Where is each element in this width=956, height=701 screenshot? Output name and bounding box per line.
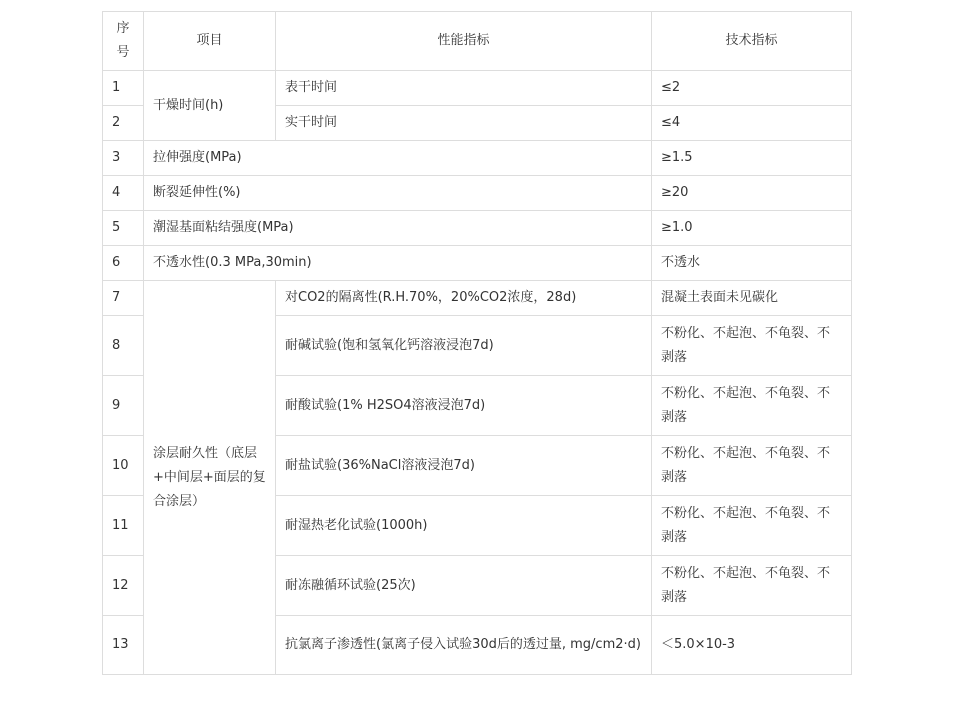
seq-cell: 13 (103, 616, 144, 675)
tech-cell: ≥1.5 (652, 141, 852, 176)
table-row (103, 71, 852, 106)
perf-cell: 耐湿热老化试验(1000h) (276, 496, 652, 556)
perf-cell: 耐碱试验(饱和氢氧化钙溶液浸泡7d) (276, 316, 652, 376)
perf-cell: 耐酸试验(1% H2SO4溶液浸泡7d) (276, 376, 652, 436)
table-row (103, 211, 852, 246)
table-row (103, 141, 852, 176)
seq-cell: 11 (103, 496, 144, 556)
tech-cell: 不粉化、不起泡、不龟裂、不剥落 (652, 376, 852, 436)
header-performance: 性能指标 (276, 12, 652, 71)
seq-cell: 1 (103, 71, 144, 106)
seq-cell: 10 (103, 436, 144, 496)
perf-cell: 断裂延伸性(%) (144, 176, 652, 211)
seq-cell: 9 (103, 376, 144, 436)
seq-cell: 4 (103, 176, 144, 211)
seq-cell: 7 (103, 281, 144, 316)
group-cell-durability: 涂层耐久性（底层+中间层+面层的复合涂层） (144, 281, 276, 675)
table-row (103, 246, 852, 281)
tech-cell: ＜5.0×10-3 (652, 616, 852, 675)
seq-cell: 2 (103, 106, 144, 141)
perf-cell: 耐盐试验(36%NaCl溶液浸泡7d) (276, 436, 652, 496)
table-row (103, 176, 852, 211)
seq-cell: 3 (103, 141, 144, 176)
header-seq: 序号 (103, 12, 144, 71)
tech-cell: 不粉化、不起泡、不龟裂、不剥落 (652, 316, 852, 376)
seq-cell: 8 (103, 316, 144, 376)
tech-cell: ≤4 (652, 106, 852, 141)
perf-cell: 表干时间 (276, 71, 652, 106)
perf-cell: 不透水性(0.3 MPa,30min) (144, 246, 652, 281)
seq-cell: 5 (103, 211, 144, 246)
seq-cell: 6 (103, 246, 144, 281)
table-header-row (103, 12, 852, 71)
group-cell-drying: 干燥时间(h) (144, 71, 276, 141)
spec-table (102, 11, 852, 675)
tech-cell: 不透水 (652, 246, 852, 281)
header-tech: 技术指标 (652, 12, 852, 71)
tech-cell: 不粉化、不起泡、不龟裂、不剥落 (652, 496, 852, 556)
perf-cell: 对CO2的隔离性(R.H.70%，20%CO2浓度，28d) (276, 281, 652, 316)
tech-cell: ≤2 (652, 71, 852, 106)
seq-cell: 12 (103, 556, 144, 616)
perf-cell: 潮湿基面粘结强度(MPa) (144, 211, 652, 246)
perf-cell: 抗氯离子渗透性(氯离子侵入试验30d后的透过量, mg/cm2·d) (276, 616, 652, 675)
tech-cell: 不粉化、不起泡、不龟裂、不剥落 (652, 556, 852, 616)
header-item: 项目 (144, 12, 276, 71)
tech-cell: 不粉化、不起泡、不龟裂、不剥落 (652, 436, 852, 496)
perf-cell: 拉伸强度(MPa) (144, 141, 652, 176)
tech-cell: 混凝土表面未见碳化 (652, 281, 852, 316)
perf-cell: 耐冻融循环试验(25次) (276, 556, 652, 616)
table-row (103, 281, 852, 316)
perf-cell: 实干时间 (276, 106, 652, 141)
tech-cell: ≥1.0 (652, 211, 852, 246)
tech-cell: ≥20 (652, 176, 852, 211)
